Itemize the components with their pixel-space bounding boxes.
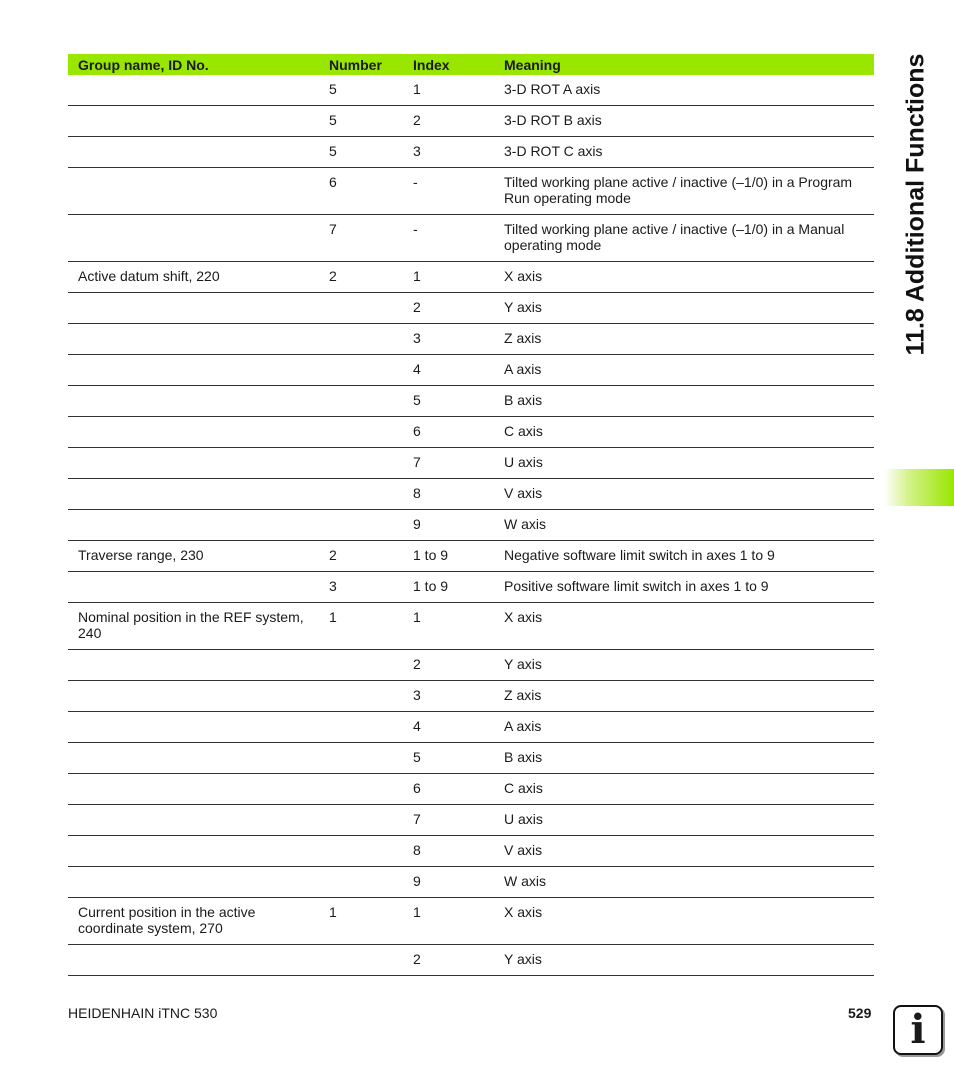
- chapter-tab-marker: [884, 469, 954, 506]
- cell-group-name: [68, 324, 319, 355]
- footer-product: HEIDENHAIN iTNC 530: [68, 1005, 218, 1021]
- cell-meaning: U axis: [494, 448, 874, 479]
- cell-index: 6: [403, 417, 494, 448]
- cell-meaning: Positive software limit switch in axes 1 to 9: [494, 572, 874, 603]
- cell-number: 2: [319, 262, 403, 293]
- table-row: [68, 75, 874, 106]
- header-group-name: Group name, ID No.: [68, 54, 319, 75]
- table-row: [68, 293, 874, 324]
- cell-index: 1: [403, 898, 494, 945]
- cell-index: 1: [403, 75, 494, 106]
- cell-index: 4: [403, 712, 494, 743]
- cell-meaning: A axis: [494, 712, 874, 743]
- table-row: [68, 774, 874, 805]
- cell-index: 2: [403, 106, 494, 137]
- cell-meaning: Y axis: [494, 650, 874, 681]
- cell-number: [319, 386, 403, 417]
- cell-index: 5: [403, 386, 494, 417]
- cell-group-name: [68, 681, 319, 712]
- cell-number: 1: [319, 603, 403, 650]
- cell-number: 7: [319, 215, 403, 262]
- cell-meaning: C axis: [494, 417, 874, 448]
- cell-meaning: X axis: [494, 603, 874, 650]
- header-meaning: Meaning: [494, 54, 874, 75]
- cell-number: 3: [319, 572, 403, 603]
- cell-number: [319, 681, 403, 712]
- table-row: [68, 572, 874, 603]
- cell-meaning: Negative software limit switch in axes 1 to 9: [494, 541, 874, 572]
- cell-group-name: [68, 774, 319, 805]
- cell-group-name: Traverse range, 230: [68, 541, 319, 572]
- cell-number: 5: [319, 137, 403, 168]
- cell-group-name: Active datum shift, 220: [68, 262, 319, 293]
- cell-index: 4: [403, 355, 494, 386]
- cell-meaning: 3-D ROT A axis: [494, 75, 874, 106]
- cell-meaning: 3-D ROT B axis: [494, 106, 874, 137]
- cell-index: 1 to 9: [403, 572, 494, 603]
- cell-index: 5: [403, 743, 494, 774]
- table-row: [68, 215, 874, 262]
- cell-group-name: [68, 867, 319, 898]
- cell-index: 2: [403, 945, 494, 976]
- cell-meaning: Z axis: [494, 324, 874, 355]
- table-row: [68, 712, 874, 743]
- cell-number: [319, 650, 403, 681]
- cell-group-name: [68, 479, 319, 510]
- cell-group-name: [68, 712, 319, 743]
- cell-group-name: Nominal position in the REF system, 240: [68, 603, 319, 650]
- cell-index: 7: [403, 805, 494, 836]
- table-row: [68, 106, 874, 137]
- cell-number: [319, 712, 403, 743]
- cell-number: [319, 510, 403, 541]
- cell-meaning: X axis: [494, 898, 874, 945]
- table-row: [68, 743, 874, 774]
- cell-number: [319, 867, 403, 898]
- cell-group-name: [68, 168, 319, 215]
- cell-index: 2: [403, 293, 494, 324]
- cell-number: [319, 945, 403, 976]
- cell-meaning: Y axis: [494, 945, 874, 976]
- cell-group-name: [68, 572, 319, 603]
- info-icon-glyph: i: [910, 1006, 926, 1053]
- cell-group-name: [68, 805, 319, 836]
- table-row: [68, 945, 874, 976]
- cell-number: [319, 479, 403, 510]
- cell-number: 5: [319, 75, 403, 106]
- cell-group-name: [68, 417, 319, 448]
- chapter-title-text: 11.8 Additional Functions: [901, 53, 930, 355]
- cell-meaning: V axis: [494, 836, 874, 867]
- cell-meaning: X axis: [494, 262, 874, 293]
- cell-group-name: [68, 945, 319, 976]
- cell-index: 3: [403, 137, 494, 168]
- parameter-table: [68, 54, 874, 976]
- cell-number: [319, 448, 403, 479]
- cell-meaning: 3-D ROT C axis: [494, 137, 874, 168]
- cell-index: 8: [403, 479, 494, 510]
- table-row: [68, 603, 874, 650]
- cell-number: [319, 355, 403, 386]
- cell-meaning: C axis: [494, 774, 874, 805]
- cell-index: 6: [403, 774, 494, 805]
- cell-index: -: [403, 168, 494, 215]
- cell-number: [319, 293, 403, 324]
- cell-meaning: Tilted working plane active / inactive (–1/0) in a Program Run operating mode: [494, 168, 874, 215]
- cell-group-name: [68, 386, 319, 417]
- table-row: [68, 867, 874, 898]
- table-row: [68, 681, 874, 712]
- table-row: [68, 355, 874, 386]
- cell-number: [319, 836, 403, 867]
- table-row: [68, 324, 874, 355]
- table-row: [68, 650, 874, 681]
- cell-number: [319, 805, 403, 836]
- cell-group-name: [68, 137, 319, 168]
- cell-meaning: U axis: [494, 805, 874, 836]
- cell-index: 1: [403, 603, 494, 650]
- cell-group-name: [68, 355, 319, 386]
- table-row: [68, 386, 874, 417]
- cell-index: 9: [403, 867, 494, 898]
- table-row: [68, 262, 874, 293]
- cell-index: 8: [403, 836, 494, 867]
- table-row: [68, 541, 874, 572]
- cell-meaning: W axis: [494, 510, 874, 541]
- cell-meaning: B axis: [494, 386, 874, 417]
- cell-number: 2: [319, 541, 403, 572]
- table-row: [68, 479, 874, 510]
- cell-index: 7: [403, 448, 494, 479]
- table-header-row: [68, 54, 874, 75]
- cell-group-name: [68, 106, 319, 137]
- chapter-side-title: [894, 54, 938, 354]
- cell-group-name: Current position in the active coordinate system, 270: [68, 898, 319, 945]
- table-row: [68, 805, 874, 836]
- cell-number: 1: [319, 898, 403, 945]
- page-number: 529: [848, 1005, 872, 1021]
- header-index: Index: [403, 54, 494, 75]
- table-row: [68, 898, 874, 945]
- cell-number: [319, 324, 403, 355]
- cell-group-name: [68, 293, 319, 324]
- cell-index: 3: [403, 324, 494, 355]
- cell-group-name: [68, 215, 319, 262]
- cell-index: -: [403, 215, 494, 262]
- table-row: [68, 168, 874, 215]
- cell-group-name: [68, 510, 319, 541]
- cell-meaning: V axis: [494, 479, 874, 510]
- cell-group-name: [68, 448, 319, 479]
- cell-meaning: W axis: [494, 867, 874, 898]
- cell-index: 1 to 9: [403, 541, 494, 572]
- cell-group-name: [68, 743, 319, 774]
- cell-group-name: [68, 650, 319, 681]
- cell-group-name: [68, 836, 319, 867]
- table-row: [68, 836, 874, 867]
- table-row: [68, 448, 874, 479]
- cell-meaning: B axis: [494, 743, 874, 774]
- cell-meaning: Tilted working plane active / inactive (–1/0) in a Manual operating mode: [494, 215, 874, 262]
- table-row: [68, 417, 874, 448]
- cell-index: 3: [403, 681, 494, 712]
- info-icon: [893, 1005, 943, 1055]
- cell-meaning: Y axis: [494, 293, 874, 324]
- cell-number: 6: [319, 168, 403, 215]
- cell-index: 9: [403, 510, 494, 541]
- cell-number: [319, 774, 403, 805]
- cell-index: 1: [403, 262, 494, 293]
- cell-number: 5: [319, 106, 403, 137]
- cell-meaning: A axis: [494, 355, 874, 386]
- cell-group-name: [68, 75, 319, 106]
- cell-number: [319, 743, 403, 774]
- cell-number: [319, 417, 403, 448]
- table-row: [68, 137, 874, 168]
- header-number: Number: [319, 54, 403, 75]
- table-row: [68, 510, 874, 541]
- cell-index: 2: [403, 650, 494, 681]
- cell-meaning: Z axis: [494, 681, 874, 712]
